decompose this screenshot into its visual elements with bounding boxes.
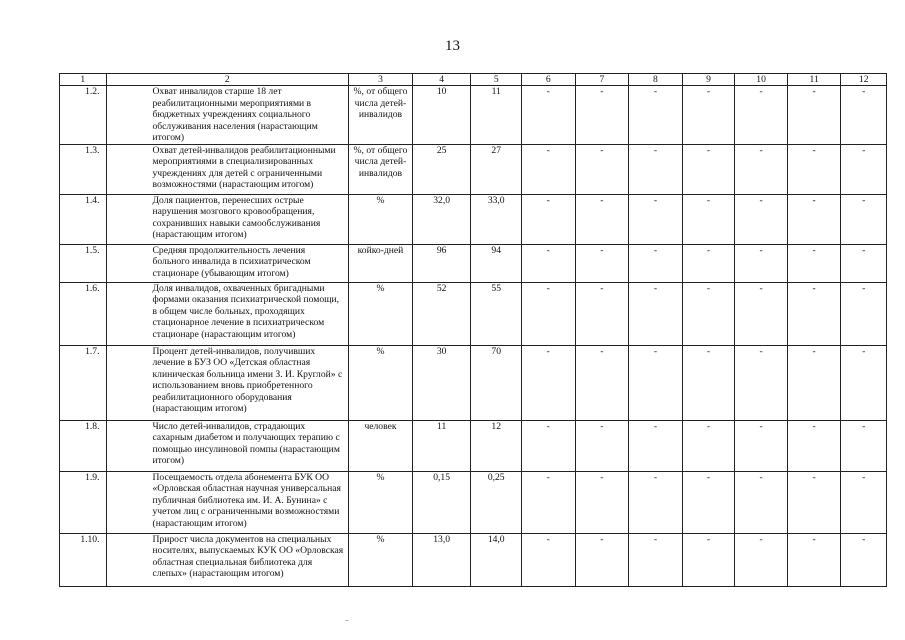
- dash-cell: -: [575, 144, 629, 194]
- unit-of-measure: %: [349, 533, 413, 586]
- value-col-5: 55: [471, 282, 522, 345]
- dash-cell: -: [575, 244, 629, 282]
- dash-cell: -: [629, 345, 683, 420]
- dash-cell: -: [629, 533, 683, 586]
- dash-cell: -: [682, 282, 735, 345]
- column-header: 4: [412, 74, 471, 86]
- dash-cell: -: [521, 282, 575, 345]
- unit-of-measure: %: [349, 282, 413, 345]
- unit-of-measure: %, от общего числа детей-инвалидов: [349, 144, 413, 194]
- row-number: 1.2.: [60, 86, 107, 145]
- unit-of-measure: человек: [349, 420, 413, 471]
- row-number: 1.4.: [60, 194, 107, 244]
- value-col-5: 12: [471, 420, 522, 471]
- row-number: 1.8.: [60, 420, 107, 471]
- dash-cell: -: [841, 345, 887, 420]
- dash-cell: -: [682, 420, 735, 471]
- indicator-description: Средняя продолжительность лечения больного инвалида в психиатрическом стационаре (убывающим итогом): [106, 244, 349, 282]
- column-header: 6: [521, 74, 575, 86]
- column-header: 12: [841, 74, 887, 86]
- dash-cell: -: [629, 282, 683, 345]
- value-col-4: 10: [412, 86, 471, 145]
- dash-cell: -: [575, 86, 629, 145]
- value-col-5: 70: [471, 345, 522, 420]
- row-number: 1.7.: [60, 345, 107, 420]
- row-number: 1.10.: [60, 533, 107, 586]
- indicator-description: Доля пациентов, перенесших острые нарушения мозгового кровообращения, сохранивших навыки самообслуживания (нарастающим итогом): [106, 194, 349, 244]
- indicator-description: Прирост числа документов на специальных носителях, выпускаемых КУК ОО «Орловская областная специальная библиотека для слепых» (нарастающим итогом): [106, 533, 349, 586]
- dash-cell: -: [735, 282, 788, 345]
- dash-cell: -: [735, 345, 788, 420]
- dash-cell: -: [521, 533, 575, 586]
- dash-cell: -: [787, 420, 841, 471]
- dash-cell: -: [787, 471, 841, 533]
- table-row: [60, 420, 887, 471]
- table-row: [60, 194, 887, 244]
- dash-cell: -: [682, 194, 735, 244]
- indicator-description: Охват детей-инвалидов реабилитационными мероприятиями в специализированных учреждениях для детей с ограниченными возможностями (нарастающим итогом): [106, 144, 349, 194]
- dash-cell: -: [787, 194, 841, 244]
- dash-cell: -: [629, 144, 683, 194]
- dash-cell: -: [575, 471, 629, 533]
- table-row: [60, 533, 887, 586]
- indicator-description: Доля инвалидов, охваченных бригадными формами оказания психиатрической помощи, в общем числе больных, проходящих стационарное лечение в психиатрическом стационаре (нарастающим итогом): [106, 282, 349, 345]
- dash-cell: -: [841, 282, 887, 345]
- indicator-description: Число детей-инвалидов, страдающих сахарным диабетом и получающих терапию с помощью инсулиновой помпы (нарастающим итогом): [106, 420, 349, 471]
- dash-cell: -: [629, 194, 683, 244]
- dash-cell: -: [841, 144, 887, 194]
- indicator-description: Процент детей-инвалидов, получивших лечение в БУЗ ОО «Детская областная клиническая больница имени З. И. Круглой» с использованием вновь приобретенного реабилитационного оборудования (нарастающим итогом): [106, 345, 349, 420]
- dash-cell: -: [787, 86, 841, 145]
- column-header: 9: [682, 74, 735, 86]
- dash-cell: -: [521, 244, 575, 282]
- dash-cell: -: [521, 471, 575, 533]
- value-col-4: 11: [412, 420, 471, 471]
- value-col-5: 27: [471, 144, 522, 194]
- dash-cell: -: [735, 86, 788, 145]
- dash-cell: -: [841, 244, 887, 282]
- dash-cell: -: [521, 144, 575, 194]
- dash-cell: -: [787, 345, 841, 420]
- dash-cell: -: [787, 144, 841, 194]
- value-col-5: 0,25: [471, 471, 522, 533]
- value-col-4: 13,0: [412, 533, 471, 586]
- value-col-5: 94: [471, 244, 522, 282]
- dash-cell: -: [735, 533, 788, 586]
- row-number: 1.3.: [60, 144, 107, 194]
- scan-mark: [345, 620, 349, 621]
- dash-cell: -: [521, 86, 575, 145]
- row-number: 1.9.: [60, 471, 107, 533]
- unit-of-measure: %: [349, 471, 413, 533]
- dash-cell: -: [787, 244, 841, 282]
- dash-cell: -: [735, 420, 788, 471]
- page-number: 13: [445, 38, 460, 54]
- indicator-description: Посещаемость отдела абонемента БУК ОО «Орловская областная научная универсальная публичная библиотека им. И. А. Бунина» с учетом лиц с ограниченными возможностями (нарастающим итогом): [106, 471, 349, 533]
- dash-cell: -: [735, 244, 788, 282]
- dash-cell: -: [629, 420, 683, 471]
- column-header: 5: [471, 74, 522, 86]
- column-header: 2: [106, 74, 349, 86]
- table-row: [60, 471, 887, 533]
- dash-cell: -: [629, 471, 683, 533]
- dash-cell: -: [841, 420, 887, 471]
- dash-cell: -: [575, 282, 629, 345]
- dash-cell: -: [841, 194, 887, 244]
- dash-cell: -: [682, 144, 735, 194]
- value-col-4: 0,15: [412, 471, 471, 533]
- value-col-4: 25: [412, 144, 471, 194]
- table-row: [60, 244, 887, 282]
- value-col-4: 52: [412, 282, 471, 345]
- dash-cell: -: [575, 194, 629, 244]
- dash-cell: -: [682, 244, 735, 282]
- value-col-5: 14,0: [471, 533, 522, 586]
- value-col-4: 32,0: [412, 194, 471, 244]
- column-header: 3: [349, 74, 413, 86]
- dash-cell: -: [521, 194, 575, 244]
- dash-cell: -: [682, 86, 735, 145]
- unit-of-measure: %: [349, 345, 413, 420]
- dash-cell: -: [629, 86, 683, 145]
- dash-cell: -: [682, 533, 735, 586]
- dash-cell: -: [841, 86, 887, 145]
- dash-cell: -: [629, 244, 683, 282]
- dash-cell: -: [682, 345, 735, 420]
- dash-cell: -: [521, 345, 575, 420]
- value-col-5: 11: [471, 86, 522, 145]
- dash-cell: -: [682, 471, 735, 533]
- dash-cell: -: [841, 471, 887, 533]
- dash-cell: -: [575, 533, 629, 586]
- column-header: 8: [629, 74, 683, 86]
- dash-cell: -: [735, 194, 788, 244]
- column-header: 7: [575, 74, 629, 86]
- table-row: [60, 282, 887, 345]
- table-row: [60, 345, 887, 420]
- dash-cell: -: [575, 345, 629, 420]
- table-row: [60, 86, 887, 145]
- dash-cell: -: [575, 420, 629, 471]
- unit-of-measure: %: [349, 194, 413, 244]
- indicators-table: [59, 73, 887, 587]
- unit-of-measure: койко-дней: [349, 244, 413, 282]
- dash-cell: -: [521, 420, 575, 471]
- dash-cell: -: [735, 471, 788, 533]
- row-number: 1.6.: [60, 282, 107, 345]
- value-col-4: 96: [412, 244, 471, 282]
- column-header: 11: [787, 74, 841, 86]
- dash-cell: -: [787, 533, 841, 586]
- row-number: 1.5.: [60, 244, 107, 282]
- table-row: [60, 144, 887, 194]
- value-col-4: 30: [412, 345, 471, 420]
- value-col-5: 33,0: [471, 194, 522, 244]
- dash-cell: -: [787, 282, 841, 345]
- column-header: 1: [60, 74, 107, 86]
- dash-cell: -: [735, 144, 788, 194]
- table-header-row: [60, 74, 887, 86]
- indicator-description: Охват инвалидов старше 18 лет реабилитационными мероприятиями в бюджетных учреждениях социального обслуживания населения (нарастающим итогом): [106, 86, 349, 145]
- unit-of-measure: %, от общего числа детей-инвалидов: [349, 86, 413, 145]
- column-header: 10: [735, 74, 788, 86]
- dash-cell: -: [841, 533, 887, 586]
